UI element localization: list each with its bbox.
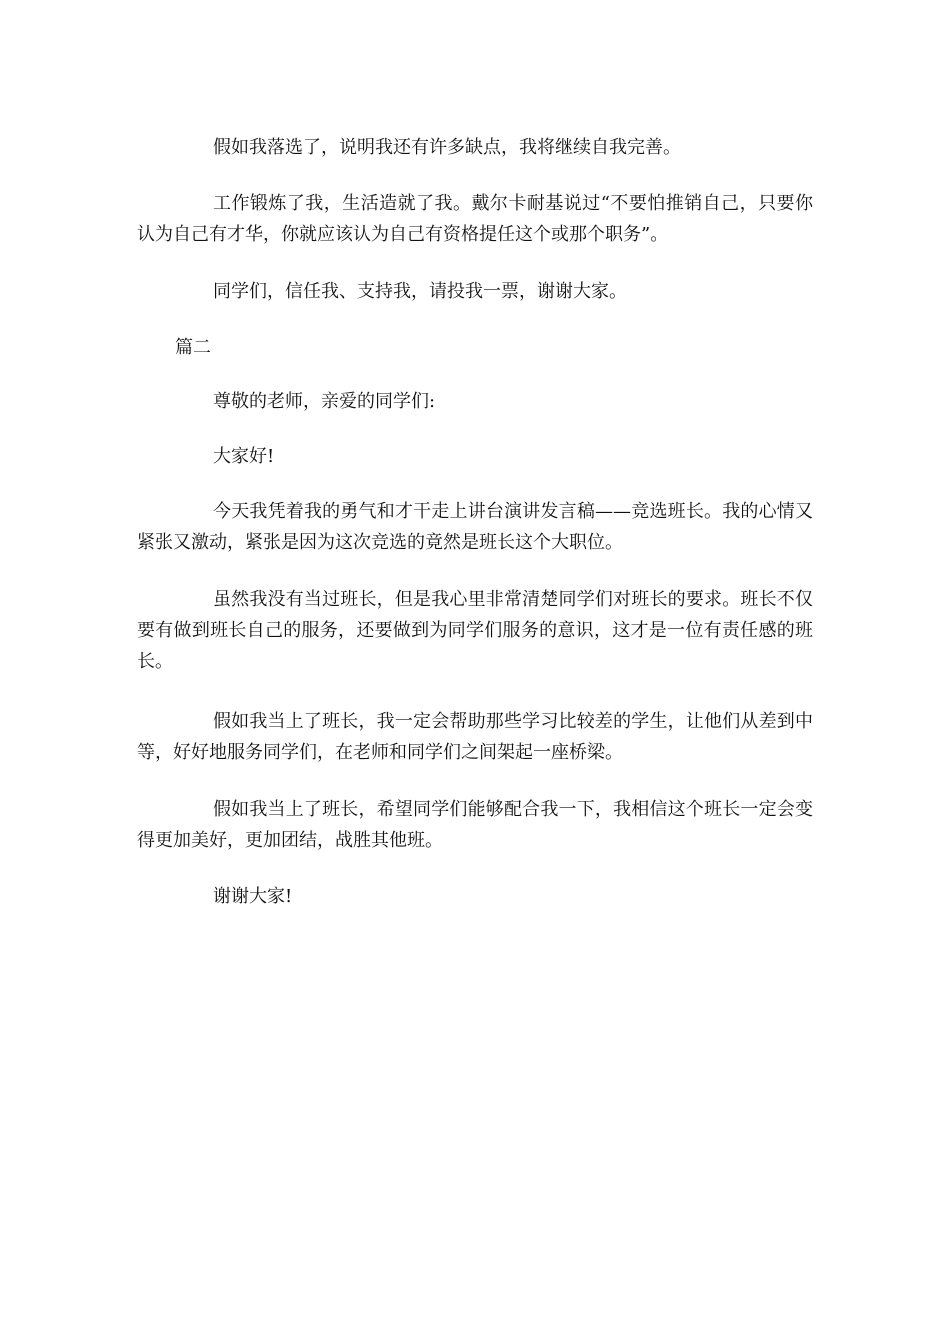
paragraph: 虽然我没有当过班长，但是我心里非常清楚同学们对班长的要求。班长不仅要有做到班长自己的服务，还要做到为同学们服务的意识，这才是一位有责任感的班长。 — [137, 589, 813, 672]
paragraph: 假如我当上了班长，希望同学们能够配合我一下，我相信这个班长一定会变得更加美好，更加团结，战胜其他班。 — [137, 799, 813, 851]
paragraph: 同学们，信任我、支持我，请投我一票，谢谢大家。 — [213, 281, 627, 302]
paragraph: 尊敬的老师，亲爱的同学们: — [213, 391, 436, 412]
paragraph: 假如我当上了班长，我一定会帮助那些学习比较差的学生，让他们从差到中等，好好地服务同学们，在老师和同学们之间架起一座桥梁。 — [137, 711, 813, 763]
paragraph: 假如我落选了，说明我还有许多缺点，我将继续自我完善。 — [213, 137, 681, 158]
section-heading: 篇二 — [175, 337, 211, 358]
paragraph: 今天我凭着我的勇气和才干走上讲台演讲发言稿——竞选班长。我的心情又紧张又激动，紧张是因为这次竞选的竟然是班长这个大职位。 — [137, 501, 813, 553]
paragraph: 大家好! — [213, 446, 275, 467]
paragraph: 工作锻炼了我，生活造就了我。戴尔卡耐基说过“不要怕推销自己，只要你认为自己有才华，你就应该认为自己有资格提任这个或那个职务”。 — [137, 193, 813, 245]
paragraph: 谢谢大家! — [213, 886, 293, 907]
